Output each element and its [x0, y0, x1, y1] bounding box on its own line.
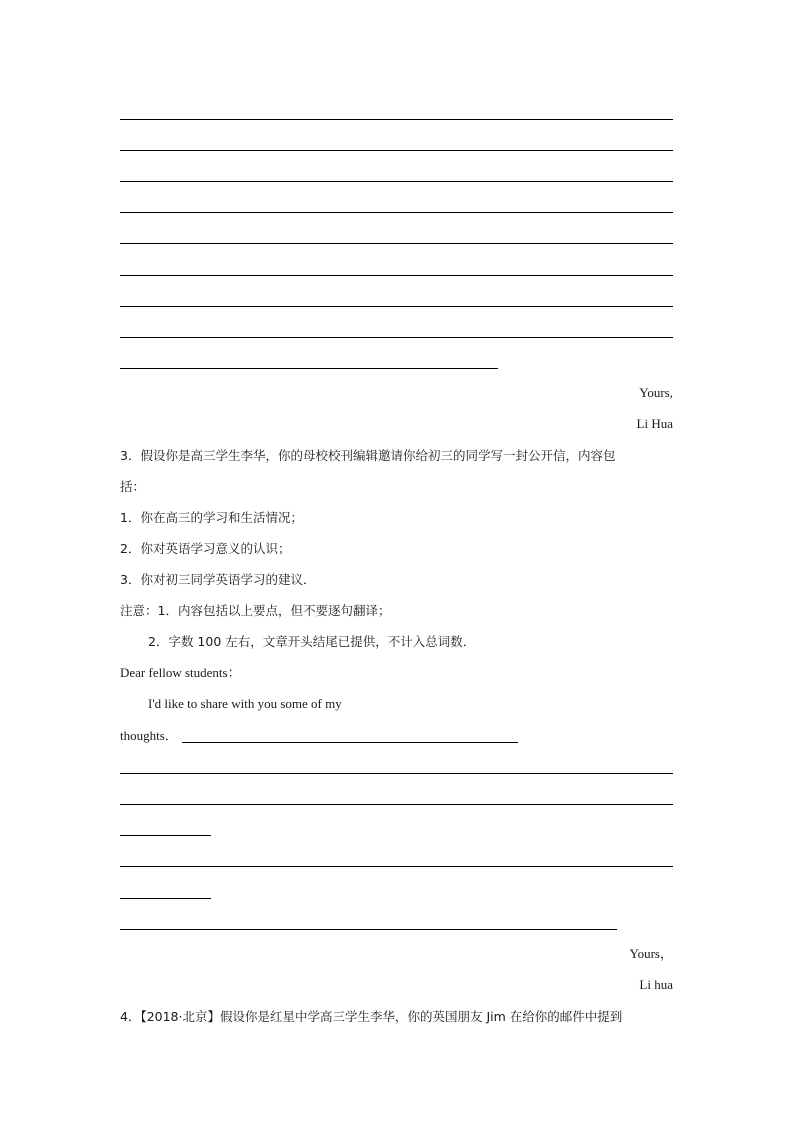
answer-line [120, 835, 211, 836]
note-line: 2．字数 100 左右，文章开头结尾已提供，不计入总词数． [148, 634, 476, 649]
letter-closing: Yours， [629, 946, 673, 961]
requirement-item: 2．你对英语学习意义的认识； [120, 541, 291, 556]
letter-opening: I'd like to share with you some of my [148, 696, 342, 711]
question-4-prompt: 4．【2018·北京】假设你是红星中学高三学生李华，你的英国朋友 Jim 在给你的邮件中提到 [120, 1009, 623, 1024]
letter-opening-cont: thoughts． [120, 728, 178, 743]
answer-line [120, 368, 498, 369]
note-line: 注意：1．内容包括以上要点，但不要逐句翻译； [120, 603, 391, 618]
answer-line [120, 337, 673, 338]
letter-closing: Yours, [639, 385, 673, 400]
answer-line [120, 119, 673, 120]
answer-line [120, 866, 673, 867]
answer-line [120, 181, 673, 182]
answer-line [120, 150, 673, 151]
answer-line [120, 243, 673, 244]
answer-line [120, 275, 673, 276]
answer-line [120, 306, 673, 307]
requirement-item: 1．你在高三的学习和生活情况； [120, 510, 303, 525]
answer-line [120, 804, 673, 805]
letter-salutation: Dear fellow students： [120, 665, 241, 680]
answer-line [120, 898, 211, 899]
requirement-item: 3．你对初三同学英语学习的建议． [120, 572, 316, 587]
question-3-prompt-cont: 括： [120, 479, 146, 494]
answer-line [120, 773, 673, 774]
answer-line [120, 212, 673, 213]
answer-line [182, 742, 518, 743]
letter-signature: Li Hua [636, 416, 673, 431]
letter-signature: Li hua [639, 977, 673, 992]
question-3-prompt: 3．假设你是高三学生李华，你的母校校刊编辑邀请你给初三的同学写一封公开信，内容包 [120, 448, 616, 463]
answer-line [120, 929, 617, 930]
